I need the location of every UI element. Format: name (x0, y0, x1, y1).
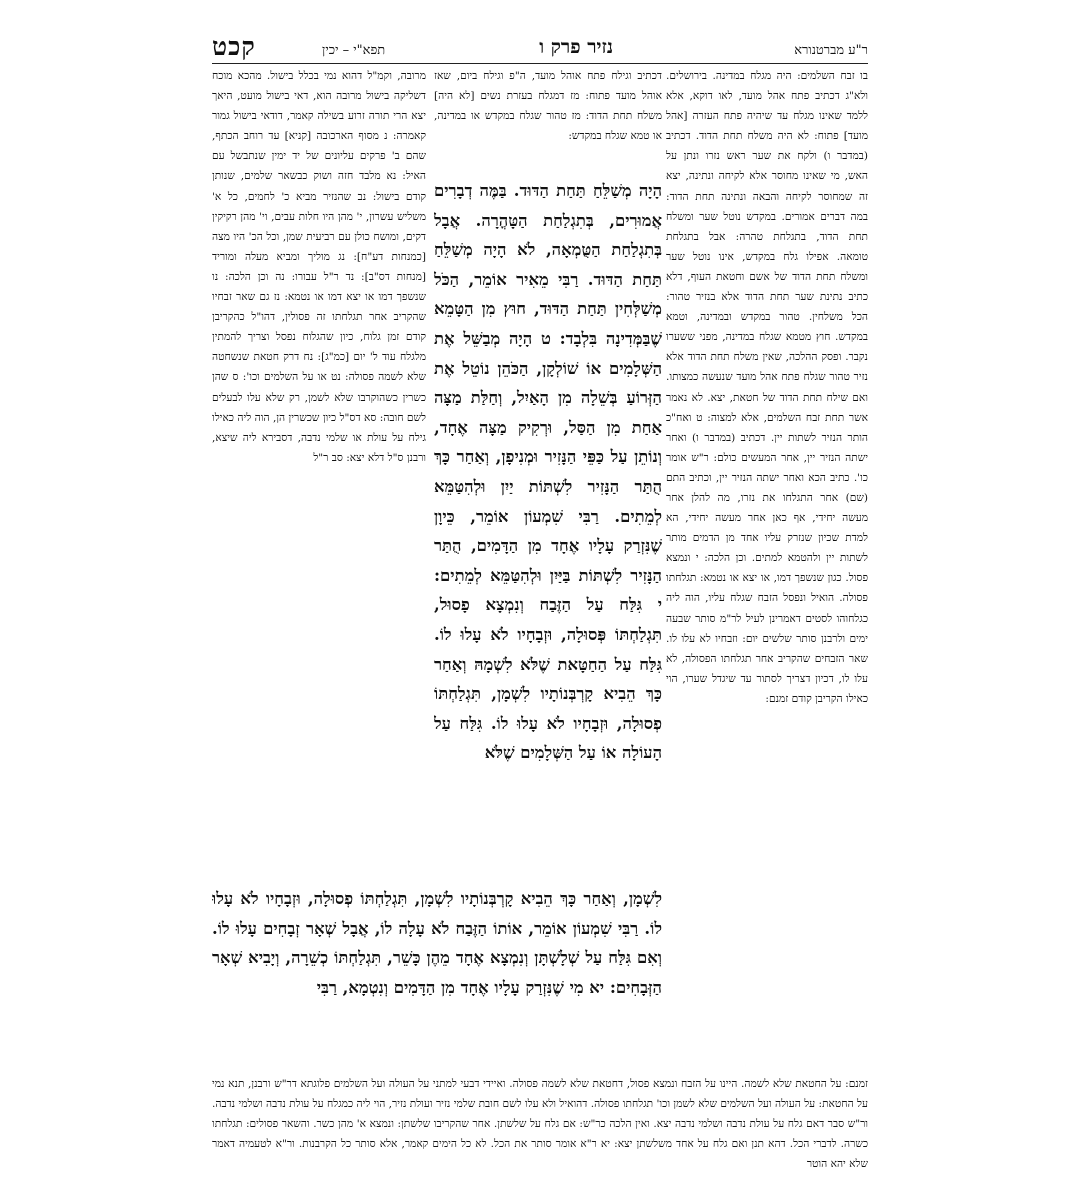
header-tiferet-title: תפא"י – יכין (322, 43, 386, 58)
mishna-continuation (212, 884, 662, 1060)
page-number: קכט (212, 32, 256, 61)
header-rule (212, 63, 868, 64)
mishna-continuation-text: לִשְׁמָן, וְאַחַר כָּךְ הֵבִיא קָרְבְּנוֹתָיו לִשְׁמָן, תִּגְלַחְתּוֹ פְסוּלָה, וּזְבָחָיו לֹא עָלוּ לוֹ. רַבִּי שִׁמְעוֹן אוֹמֵר, אוֹתוֹ הַזֶּבַח לֹא עָלָה לוֹ, אֲבָל שְׁאָר זְבָחִים עָלוּ לוֹ. וְאִם גִּלַּח עַל שְׁלָשְׁתָּן וְנִמְצָא אֶחָד מֵהֶן כָּשֵׁר, תִּגְלַחְתּוֹ כְשֵׁרָה, וְיָבִיא שְׁאָר הַזְּבָחִים: יא מִי שֶׁנִּזְרַק עָלָיו אֶחָד מִן הַדָּמִים וְנִטְמָא, רַבִּי (212, 889, 662, 997)
tiferet-notes-text: מרובה, וקמ"ל דהוא נמי בכלל בישול. מהכא מוכח דשליקה בישול מרובה הוא, דאי בישול מועט, היאך יצא הרי תורה זרוע בשילה קאמר, דודאי בישול גמור קאמרה: נ מסוף הארכובה [קניא] עד רוחב הכתף, שהם ב' פרקים עליונים של יד ימין שנתבשל עם האיל: נא מלבד חזה ושוק כבשאר שלמים, שנותן קודם בישול: נב שהנזיר מביא כ' לחמים, כל א' משליש עשרון, י' מהן היו חלות עבים, וי' מהן רקיקין דקים, ומושח כולן עם רביעית שמן, וכל הכ' היו מצה [כמנחות דע"ח]: נג מוליך ומביא מעלה ומוריד [מנחות דס"ב]: נד ר"ל עבורו: נה וכן הלכה: נו שנשפך דמו או יצא דמו או נטמא: נז גם שאר זבחיו שהקריב אחר תגלחתו זה פסולין, דהו"ל כהקריבן קודם זמן גלוח, כיון שהגלוח נפסל וצריך להמתין מלגלח עוד ל' יום [כמ"ג]: נח דרק חטאת שנשחטה שלא לשמה פסולה: נט או על השלמים וכו': ס שהן כשרין כשהוקרבו שלא לשמן, רק שלא עלו לבעלים לשם חובה: סא דס"ל כיון שכשרין הן, הוה ליה כאילו גילח על עולת או שלמי נדבה, דסבירא ליה שיצא, ורבנן ס"ל דלא יצא: סב ר"ל (212, 70, 426, 464)
page-header (212, 32, 868, 62)
tiferet-notes-top-text: דכתיב וגילח פתח אוהל מועד, ה"פ וגילח ביום, שאז אוהל מועד פתוח: מז דמגלח בעזרת נשים [לא היה] משלח תחת הדוד: מז טהור שגלח במקדש או במדינה, או טמא שגלח במקדש: (434, 70, 662, 143)
bartenura-commentary (666, 66, 868, 1076)
mishna-main-text (434, 176, 662, 882)
mishna-text: הָיָה מְשַׁלֵּחַ תַּחַת הַדּוּד. בַּמֶּה דְבָרִים אֲמוּרִים, בְּתִגְלַחַת הַטָּהֳרָה. אֲבָל בְּתִגְלַחַת הַטֻּמְאָה, לֹא הָיָה מְשַׁלֵּחַ תַּחַת הַדּוּד. רַבִּי מֵאִיר אוֹמֵר, הַכֹּל מְשַׁלְּחִין תַּחַת הַדּוּד, חוּץ מִן הַטָּמֵא שֶׁבַּמְּדִינָה בִּלְבָד: ט הָיָה מְבַשֵּׁל אֶת הַשְּׁלָמִים אוֹ שׁוֹלְקָן, הַכֹּהֵן נוֹטֵל אֶת הַזְּרוֹעַ בְּשֵׁלָה מִן הָאַיִל, וְחַלַּת מַצָּה אַחַת מִן הַסַּל, וּרְקִיק מַצָּה אֶחָד, וְנוֹתֵן עַל כַּפֵּי הַנָּזִיר וּמְנִיפָן, וְאַחַר כָּךְ הֻתַּר הַנָּזִיר לִשְׁתּוֹת יַיִן וּלְהִטַּמֵּא לְמֵתִים. רַבִּי שִׁמְעוֹן אוֹמֵר, כֵּיוָן שֶׁנִּזְרַק עָלָיו אֶחָד מִן הַדָּמִים, הֻתַּר הַנָּזִיר לִשְׁתּוֹת בַּיַּיִן וּלְהִטַּמֵּא לְמֵתִים: י גִּלַּח עַל הַזֶּבַח וְנִמְצָא פָסוּל, תִּגְלַחְתּוֹ פְּסוּלָה, וּזְבָחָיו לֹא עָלוּ לוֹ. גִּלַּח עַל הַחַטָּאת שֶׁלֹּא לִשְׁמָהּ וְאַחַר כָּךְ הֵבִיא קָרְבְּנוֹתָיו לִשְׁמָן, תִּגְלַחְתּוֹ פְסוּלָה, וּזְבָחָיו לֹא עָלוּ לוֹ. גִּלַּח עַל הָעוֹלָה אוֹ עַל הַשְּׁלָמִים שֶׁלֹּא (434, 181, 662, 763)
bartenura-bottom-commentary (212, 1074, 868, 1204)
tiferet-notes-top (434, 66, 662, 170)
header-tractate-chapter: נזיר פרק ו (539, 36, 613, 58)
header-commentary-title: ר"ע מברטנורא (794, 43, 868, 58)
tiferet-notes-column (212, 66, 426, 882)
bartenura-bottom-text: זמנם: על החטאת שלא לשמה. היינו על הזבח ונמצא פסול, דחטאת שלא לשמה פסולה. ואיידי דבעי למתני על העולה ועל השלמים פלוגתא דר"ש ורבנן, תנא נמי על החטאת: על העולה ועל השלמים שלא לשמן וכו' תגלחתו פסולה. דהואיל ולא עלו לשם חובת שלמי נזיר ועולת נזיר, הוי ליה כמגלח על עולת נדבה ושלמי נדבה. ור"ש סבר דאם גלח על עולת נדבה ושלמי נדבה יצא. ואין הלכה כר"ש: אם גלח על שלשתן. אחר שהקריבו שלשתן: ונמצא א' מהן כשר. והשאר פסולים: תגלחתו כשרה. לדברי הכל. דהא תנן ואם גלח על אחד משלשתן יצא: יא ר"א אומר סותר את הכל. לא כל הימים קאמר, אלא סותר כל הקרבנות. ור"א לטעמיה דאמר שלא יהא הוטר (212, 1078, 868, 1171)
bartenura-text: בו זבח השלמים: היה מגלח במדינה. בירושלים. ולא"ג דכתיב פתח אהל מועד, לאו דוקא, אלא ללמד שאינו מגלח עד שיהיה פתח העזרה [אהל מועד] פתוח: לא היה משלח תחת הדוד. דכתיב (במדבר ו) ולקח את שער ראש נזרו ונתן על האש, מי שאינו מחוסר אלא לקיחה ונתינה, יצא זה שמחוסר לקיחה והבאה ונתינה תחת הדוד: במה דברים אמורים. במקדש נוטל שער ומשלח תחת הדוד, בתגלחת טהרה: אבל בתגלחת טומאה. אפילו גלח במקדש, אינו נוטל שער ומשלח תחת הדוד של אשם וחטאת העוף, דלא כתיב נתינת שער תחת הדוד אלא בנזיר טהור: הכל משלחין. טהור במקדש ובמדינה, וטמא במקדש. חוץ מטמא שגלח במדינה, מפני ששערו נקבר. ופסק ההלכה, שאין משלח תחת הדוד אלא נזיר טהור שגלח פתח אהל מועד שנעשה כמצותו. ואם שילח תחת הדוד של חטאת, יצא. לא נאמר אשר תחת זבח השלמים, אלא למצוה: ט ואח"כ הותר הנזיר לשתות יין. דכתיב (במדבר ו) ואחר ישתה הנזיר יין, אחר המעשים כולם: ר"ש אומר כו'. כתיב הכא ואחר ישתה הנזיר יין, וכתיב התם (שם) אחר התגלחו את נזרו, מה להלן אחר מעשה יחידי, אף כאן אחר מעשה יחידי, הא למדת שכיון שנזרק עליו אחד מן הדמים מותר לשתות יין ולהטמא למתים. וכן הלכה: י ונמצא פסול. כגון שנשפך דמו, או יצא או נטמא: תגלחתו פסולה. הואיל ונפסל הזבח שגלח עליו, הוה ליה כגלחוהו לסטים דאמרינן לעיל לר"מ סותר שבעה ימים ולרבנן סותר שלשים יום: וזבחיו לא עלו לו. שאר הזבחים שהקריב אחר תגלחתו הפסולה, לא עלו לו, דכיון דצריך לסתור עד שיגדל שערו, הוי כאילו הקריבן קודם זמנם: (666, 70, 868, 705)
